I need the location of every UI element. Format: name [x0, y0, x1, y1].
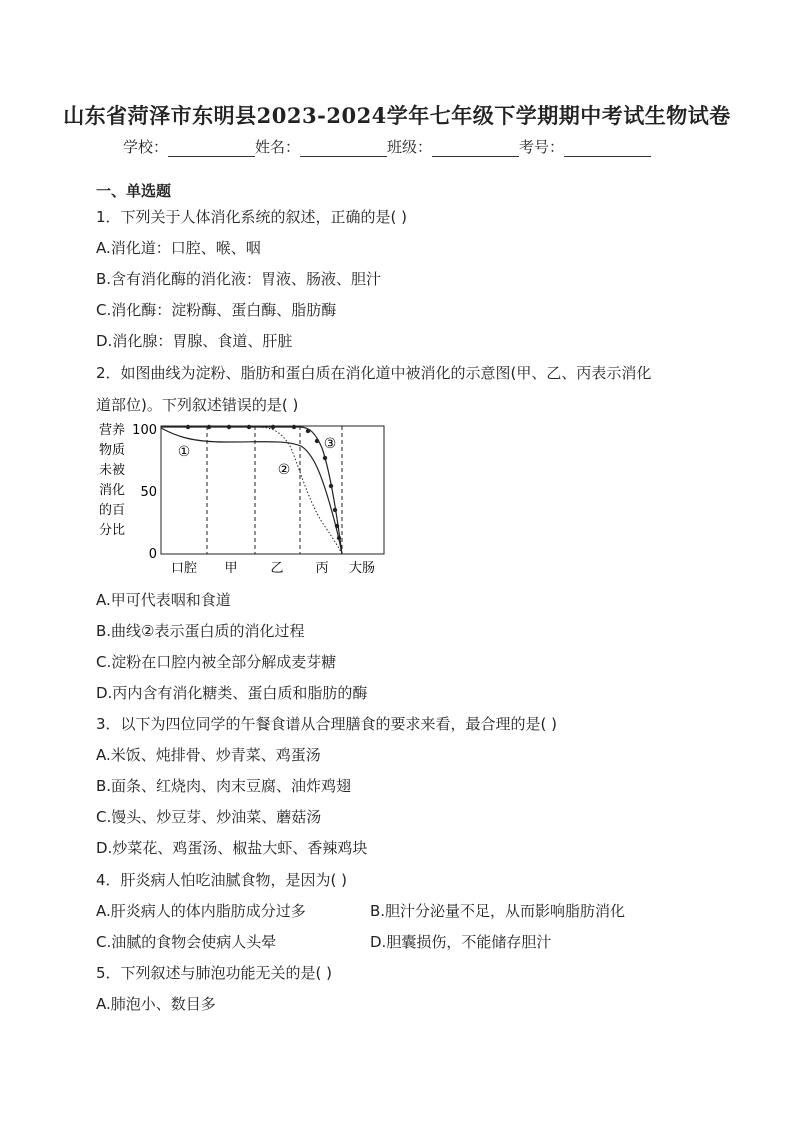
q1-option-c: C.消化酶：淀粉酶、蛋白酶、脂肪酶: [96, 301, 337, 319]
marker: [337, 536, 341, 540]
ytick-50: 50: [140, 485, 157, 500]
q3-option-b: B.面条、红烧肉、肉末豆腐、油炸鸡翅: [96, 777, 352, 795]
xlabel-mouth: 口腔: [170, 561, 198, 576]
q1-stem: 1．下列关于人体消化系统的叙述，正确的是( ): [96, 208, 408, 226]
digestion-curve-figure: [96, 418, 396, 583]
figure-ylabel-2: 物质: [98, 443, 126, 458]
q1-option-d: D.消化腺：胃腺、食道、肝脏: [96, 332, 293, 350]
q4-stem: 4．肝炎病人怕吃油腻食物，是因为( ): [96, 871, 348, 889]
figure-ylabel-5: 的百: [98, 503, 126, 518]
q3-option-c: C.馒头、炒豆芽、炒油菜、蘑菇汤: [96, 808, 322, 826]
class-blank: [432, 140, 519, 157]
q2-stem-line1: 2．如图曲线为淀粉、脂肪和蛋白质在消化道中被消化的示意图(甲、乙、丙表示消化: [96, 364, 652, 382]
q2-stem-line2: 道部位)。下列叙述错误的是( ): [96, 396, 299, 414]
marker: [186, 425, 190, 429]
plot-frame: [161, 426, 384, 554]
marker: [333, 508, 337, 512]
student-info-row: [123, 136, 651, 157]
q3-option-d: D.炒菜花、鸡蛋汤、椒盐大虾、香辣鸡块: [96, 839, 368, 857]
class-label: 班级：: [387, 138, 433, 156]
q5-option-a: A.肺泡小、数目多: [96, 995, 216, 1013]
curve-label-1: ①: [177, 444, 191, 460]
q4-option-b: B.胆汁分泌量不足，从而影响脂肪消化: [370, 902, 626, 920]
q1-option-b: B.含有消化酶的消化液：胃液、肠液、胆汁: [96, 270, 382, 288]
school-label: 学校：: [123, 138, 169, 156]
marker: [323, 456, 327, 460]
xlabel-bing: 丙: [315, 561, 329, 576]
figure-ylabel-4: 消化: [98, 483, 126, 498]
school-blank: [168, 140, 255, 157]
name-blank: [300, 140, 387, 157]
marker: [227, 425, 231, 429]
curve-label-3: ③: [323, 436, 337, 452]
figure-ylabel-1: 营养: [98, 423, 126, 438]
xlabel-jia: 甲: [224, 561, 238, 576]
marker: [271, 425, 275, 429]
exam-title: 山东省菏泽市东明县2023-2024学年七年级下学期期中考试生物试卷: [63, 103, 731, 128]
exam-number-blank: [564, 140, 651, 157]
figure-ylabel-6: 分比: [98, 523, 126, 538]
marker: [329, 484, 333, 488]
q4-option-d: D.胆囊损伤，不能储存胆汁: [370, 933, 552, 951]
q2-option-a: A.甲可代表咽和食道: [96, 591, 231, 609]
q2-option-d: D.丙内含有消化糖类、蛋白质和脂肪的酶: [96, 684, 368, 702]
q1-option-a: A.消化道：口腔、喉、咽: [96, 239, 261, 257]
section-heading: 一、单选题: [96, 182, 172, 200]
q3-option-a: A.米饭、炖排骨、炒青菜、鸡蛋汤: [96, 746, 321, 764]
q4-option-a: A.肝炎病人的体内脂肪成分过多: [96, 902, 306, 920]
figure-ylabel-3: 未被: [98, 463, 126, 478]
marker: [315, 439, 319, 443]
q4-option-c: C.油腻的食物会使病人头晕: [96, 933, 277, 951]
name-label: 姓名：: [255, 138, 301, 156]
ytick-100: 100: [132, 423, 157, 438]
xlabel-yi: 乙: [270, 561, 284, 576]
marker: [247, 425, 251, 429]
ytick-0: 0: [148, 547, 157, 562]
curve-label-2: ②: [277, 462, 291, 478]
exam-number-label: 考号：: [519, 138, 565, 156]
xlabel-large-intestine: 大肠: [348, 561, 376, 576]
q2-option-c: C.淀粉在口腔内被全部分解成麦芽糖: [96, 653, 337, 671]
marker: [335, 524, 339, 528]
marker: [207, 425, 211, 429]
marker: [306, 429, 310, 433]
q3-stem: 3．以下为四位同学的午餐食谱从合理膳食的要求来看，最合理的是( ): [96, 715, 558, 733]
q2-option-b: B.曲线②表示蛋白质的消化过程: [96, 622, 305, 640]
marker: [292, 425, 296, 429]
q5-stem: 5．下列叙述与肺泡功能无关的是( ): [96, 964, 333, 982]
